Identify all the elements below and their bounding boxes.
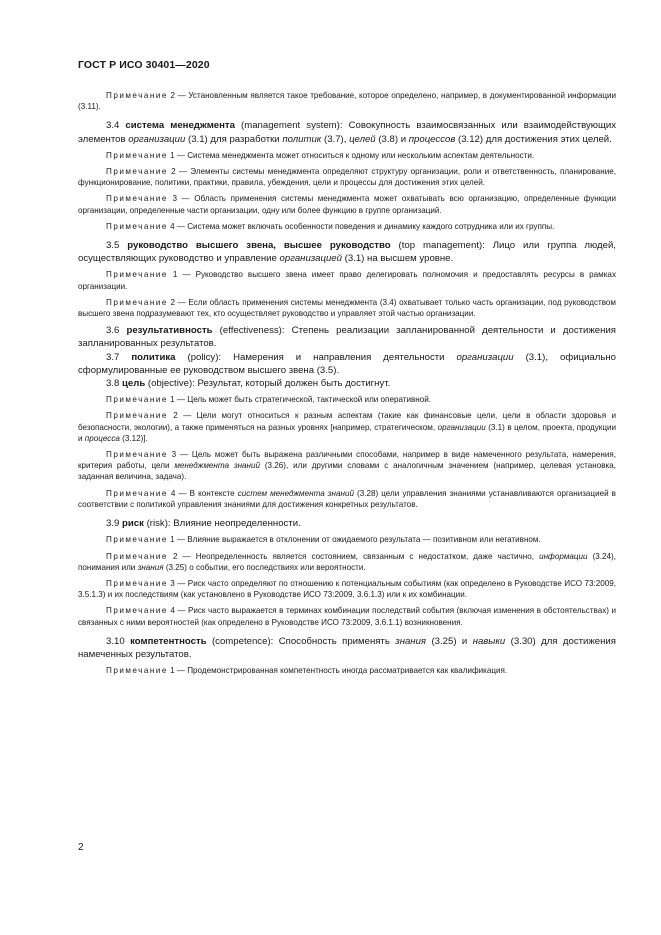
term-number: 3.9 <box>106 518 123 530</box>
note-label: Примечание <box>106 578 168 588</box>
term-reference: навыки <box>472 635 506 647</box>
note-paragraph: Примечание 4 — В контексте систем менеджмента знаний (3.28) цели управления знаниями устанавливаются организацией в соответствии с политикой управления знаниями для достижения конкретных результатов. <box>78 488 616 509</box>
note-paragraph: Примечание 1 — Продемонстрированная компетентность иногда рассматривается как квалификация. <box>106 666 508 676</box>
note-paragraph: Примечание 2 — Если область применения системы менеджмента (3.4) охватывает только часть организации, под руководством высшего звена подразумевают тех, кто осуществляет руководство и управляет этой частью организации. <box>78 297 616 319</box>
note-label: Примечание <box>106 150 168 160</box>
term-reference: систем менеджмента знаний <box>237 488 354 498</box>
term-number: 3.7 <box>106 351 132 363</box>
note-paragraph: Примечание 3 — Область применения системы менеджмента может охватывать всю организацию, определенные функции организации, определенные части организации, одну или более функцию в группе организаций. <box>78 194 616 215</box>
term-reference: целей <box>349 133 376 145</box>
note-label: Примечание <box>106 488 168 498</box>
term-name: система менеджмента <box>125 120 235 132</box>
note-paragraph: Примечание 2 — Цели могут относиться к разным аспектам (такие как финансовые цели, цели в области здоровья и безопасности, экологии), а также применяться на разных уровнях [например, стратегическом, организации (3.1) в целом, проекта, продукции и процесса (3.12)]. <box>78 411 617 443</box>
term-name: результативность <box>126 325 213 337</box>
term-number: 3.8 <box>106 378 123 390</box>
term-reference: знания <box>137 562 164 572</box>
note-label: Примечание <box>106 194 168 204</box>
note-label: Примечание <box>106 167 168 177</box>
note-paragraph: Примечание 4 — Система может включать особенности поведения и динамику каждого сотрудника или их группы. <box>106 221 555 231</box>
note-label: Примечание <box>106 297 168 307</box>
term-name: компетентность <box>130 635 207 647</box>
term-reference: организации <box>437 422 486 432</box>
term-reference: информации <box>539 551 588 561</box>
term-definition: 3.10 компетентность (competence): Способность применять знания (3.25) и навыки (3.30) для достижения намеченных результатов. <box>78 635 616 660</box>
note-paragraph: Примечание 2 — Элементы системы менеджмента определяют структуру организации, роли и ответственность, планирование, функционирование, политики, практики, правила, убеждения, цели и процессы для достижения этих целей. <box>78 167 616 188</box>
term-number: 3.10 <box>106 635 131 647</box>
term-reference: процесса <box>84 433 120 443</box>
term-reference: менеджмента знаний <box>174 461 261 471</box>
term-name: риск <box>122 518 144 530</box>
term-name: политика <box>131 351 176 363</box>
note-paragraph: Примечание 2 — Установленным является такое требование, которое определено, например, в документированной информации (3.11). <box>78 91 616 112</box>
term-reference: организации <box>456 351 514 363</box>
term-definition: 3.7 политика (policy): Намерения и направления деятельности организации (3.1), официально сформулированные ее руководством высшего звена (3.5). <box>78 351 616 376</box>
term-name: руководство высшего звена, высшее руководство <box>127 240 391 252</box>
note-label: Примечание <box>106 606 168 616</box>
note-label: Примечание <box>106 270 168 280</box>
term-definition: 3.9 риск (risk): Влияние неопределенности. <box>106 518 301 530</box>
note-paragraph: Примечание 3 — Цель может быть выражена различными способами, например в виде намеченного результата, намерения, критерия работы, цели менеджмента знаний (3.26), или другими словами с аналогичным значением (например, целевая установка, заданная величина, задача). <box>78 450 616 482</box>
note-paragraph: Примечание 1 — Руководство высшего звена имеет право делегировать полномочия и предоставлять ресурсы в рамках организации. <box>78 270 616 291</box>
note-label: Примечание <box>106 666 168 676</box>
document-body <box>78 90 616 676</box>
term-number: 3.6 <box>106 325 127 337</box>
document-header: ГОСТ Р ИСО 30401—2020 <box>78 59 210 71</box>
term-definition: 3.8 цель (objective): Результат, который должен быть достигнут. <box>106 378 391 390</box>
note-label: Примечание <box>106 551 168 561</box>
note-label: Примечание <box>106 450 168 460</box>
note-label: Примечание <box>106 411 168 421</box>
term-reference: организацией <box>279 253 342 265</box>
page-number: 2 <box>78 842 84 853</box>
term-reference: процессов <box>408 133 456 145</box>
term-definition: 3.5 руководство высшего звена, высшее руководство (top management): Лицо или группа людей, осуществляющих руководство и управление организацией (3.1) на высшем уровне. <box>78 240 616 265</box>
note-label: Примечание <box>106 91 168 100</box>
term-reference: политик <box>282 133 322 145</box>
note-label: Примечание <box>106 535 168 545</box>
note-paragraph: Примечание 3 — Риск часто определяют по отношению к потенциальным событиям (как определено в Руководстве ИСО 73:2009, 3.5.1.3) и их последствиям (как установлено в Руководстве ИСО 73:2009, 3.6.1.3) или к их комбинации. <box>78 578 617 600</box>
term-number: 3.5 <box>106 240 128 252</box>
note-paragraph: Примечание 1 — Система менеджмента может относиться к одному или нескольким аспектам деятельности. <box>106 150 535 160</box>
note-paragraph: Примечание 1 — Влияние выражается в отклонении от ожидаемого результата — позитивном или негативном. <box>106 535 541 545</box>
note-label: Примечание <box>106 395 168 405</box>
note-label: Примечание <box>106 221 168 231</box>
term-reference: знания <box>395 635 427 647</box>
term-definition: 3.4 система менеджмента (management system): Совокупность взаимосвязанных или взаимодействующих элементов организации (3.1) для разработки политик (3.7), целей (3.8) и процессов (3.12) для достижения этих целей. <box>78 120 616 145</box>
note-paragraph: Примечание 1 — Цель может быть стратегической, тактической или оперативной. <box>106 395 432 405</box>
note-paragraph: Примечание 4 — Риск часто выражается в терминах комбинации последствий события (включая изменения в обстоятельствах) и связанных с ними вероятностей (как определено в Руководстве ИСО 73:2009, 3.6.1.1) возникновения. <box>78 606 617 627</box>
note-paragraph: Примечание 2 — Неопределенность является состоянием, связанным с недостатком, даже частично, информации (3.24), понимания или знания (3.25) о событии, его последствиях или вероятности. <box>78 551 616 572</box>
term-number: 3.4 <box>106 120 126 132</box>
term-definition: 3.6 результативность (effectiveness): Степень реализации запланированной деятельности и достижения запланированных результатов. <box>78 325 617 350</box>
term-reference: организации <box>128 133 186 145</box>
term-name: цель <box>122 378 146 390</box>
